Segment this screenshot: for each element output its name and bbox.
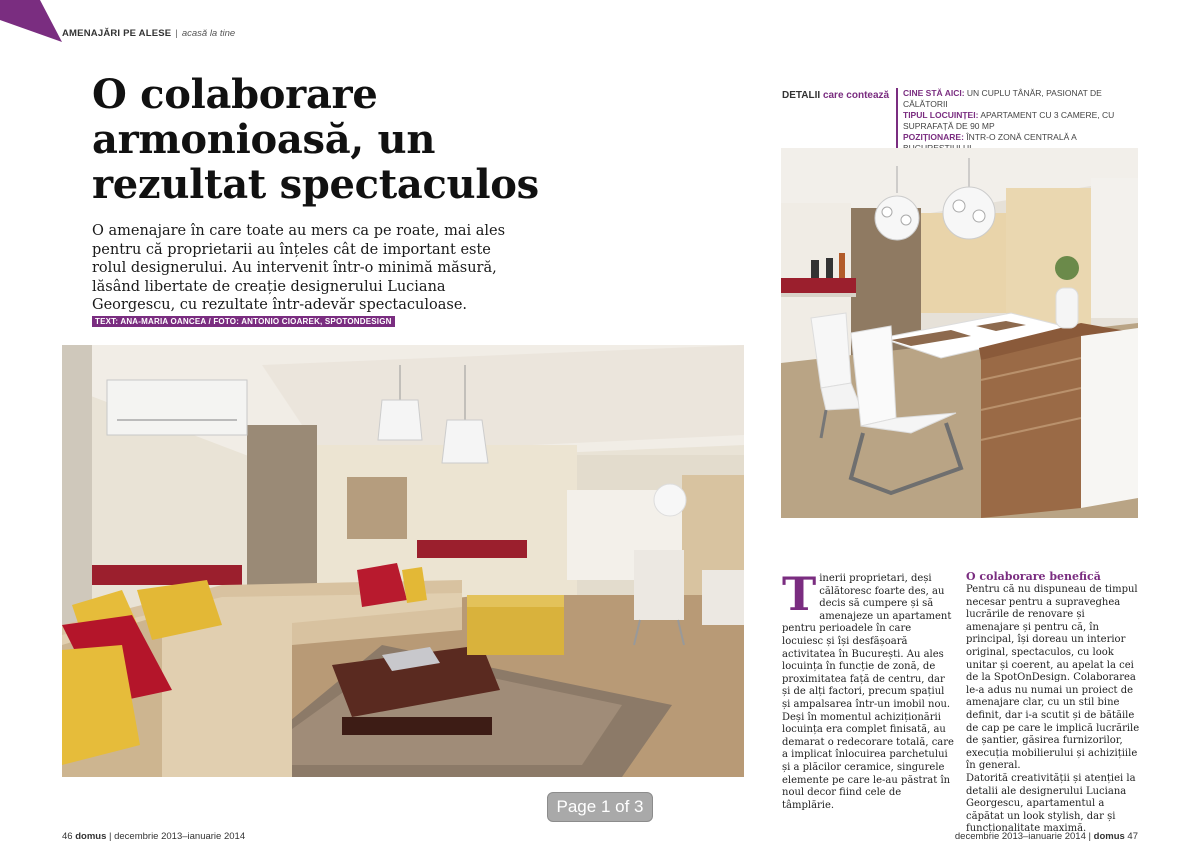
footer-issue: decembrie 2013–ianuarie 2014 [954, 831, 1086, 842]
footer-magazine: domus [75, 831, 107, 842]
article-title: O colaborare armonioasă, un rezultat spectaculos [92, 71, 539, 208]
detail-value: APARTAMENT CU 3 CAMERE, CU SUPRAFAȚĂ DE 90 MP [903, 110, 1115, 131]
body-paragraph-1: inerii proprietari, deși călătoresc foarte des, au decis să cumpere și să amenajeze un apartament pentru perioadele în care locuiesc și își desfășoară activitatea în București. Au ales locuința în funcție de zonă, de proximitatea față de centru, dar și de alți factori, precum spațiul și ampalsarea într-un imobil nou. [782, 573, 952, 710]
living-room-photo [62, 345, 744, 777]
body-paragraph-4: Datorită creativității și atenției la detalii ale designerului Luciana Georgescu, apartamentul a căpătat un look stylish, dar și funcționalitate maximă. [966, 772, 1136, 835]
article-lead: O amenajare în care toate au mers ca pe roate, mai ales pentru că proprietarii au înțeles cât de important este rolul designerului. Au intervenit într-o minimă măsură, lăsând libertate de creație designerului Luciana Georgescu, cu rezultate într-adevăr spectaculoase. [92, 223, 506, 313]
footer-magazine: domus [1093, 831, 1125, 842]
detail-value: ÎNTR-O ZONĂ CENTRALĂ A [966, 132, 1077, 142]
footer-page-number: 46 [62, 831, 73, 842]
section-header [62, 28, 235, 39]
footer-page-number: 47 [1127, 831, 1138, 842]
detail-row [903, 110, 1146, 132]
details-label-accent: care contează [822, 90, 890, 101]
article-credits: TEXT: ANA-MARIA OANCEA / FOTO: ANTONIO CIOAREK, SPOTONDESIGN [92, 316, 395, 327]
section-name: AMENAJĂRI PE ALESE [62, 28, 172, 39]
corner-tab-icon [0, 0, 62, 42]
section-separator: | [175, 28, 178, 39]
body-paragraph-2: Deși în momentul achiziționării locuința era complet finisată, au demarat o redecorare totală, care a implicat înlocuirea parchetului și a plăcilor ceramice, singurele elemente pe care le-au păstrat în noul decor fiind cele de tâmplărie. [782, 711, 954, 811]
details-label-plain: DETALII [782, 90, 821, 101]
body-column-2 [966, 570, 1140, 836]
footer-left: 46 domus | decembrie 2013–ianuarie 2014 [62, 831, 246, 842]
dropcap: T [782, 567, 817, 621]
column-heading: O colaborare benefică [966, 570, 1101, 583]
dining-room-photo [781, 148, 1138, 518]
detail-row [903, 88, 1146, 110]
details-label [782, 90, 889, 101]
detail-key: POZIȚIONARE: [903, 132, 964, 142]
body-paragraph-3: Pentru că nu dispuneau de timpul necesar pentru a supraveghea lucrările de renovare și amenajare și pentru că, în principal, își doreau un interior original, spectaculos, cu look unitar și coerent, au apelat la cei de la SpotOnDesign. Colaborarea le-a adus nu numai un proiect de amenajare clar, cu un stil bine definit, dar i-a scutit și de bătăile de cap pe care le implică lucrările de șantier, găsirea furnizorilor, execuția mobilierului și achizițiile în general. [966, 584, 1140, 772]
subsection-name: acasă la tine [181, 28, 236, 39]
footer-right: decembrie 2013–ianuarie 2014 | domus 47 [954, 831, 1138, 842]
footer-issue: decembrie 2013–ianuarie 2014 [114, 831, 246, 842]
detail-key: TIPUL LOCUINȚEI: [903, 110, 979, 120]
body-column-1 [782, 567, 954, 812]
page-indicator[interactable]: Page 1 of 3 [547, 792, 653, 822]
details-box [896, 88, 1146, 154]
detail-key: CINE STĂ AICI: [903, 88, 965, 98]
detail-value: UN CUPLU TÂNĂR, PASIONAT DE CĂLĂTORII [903, 88, 1102, 109]
